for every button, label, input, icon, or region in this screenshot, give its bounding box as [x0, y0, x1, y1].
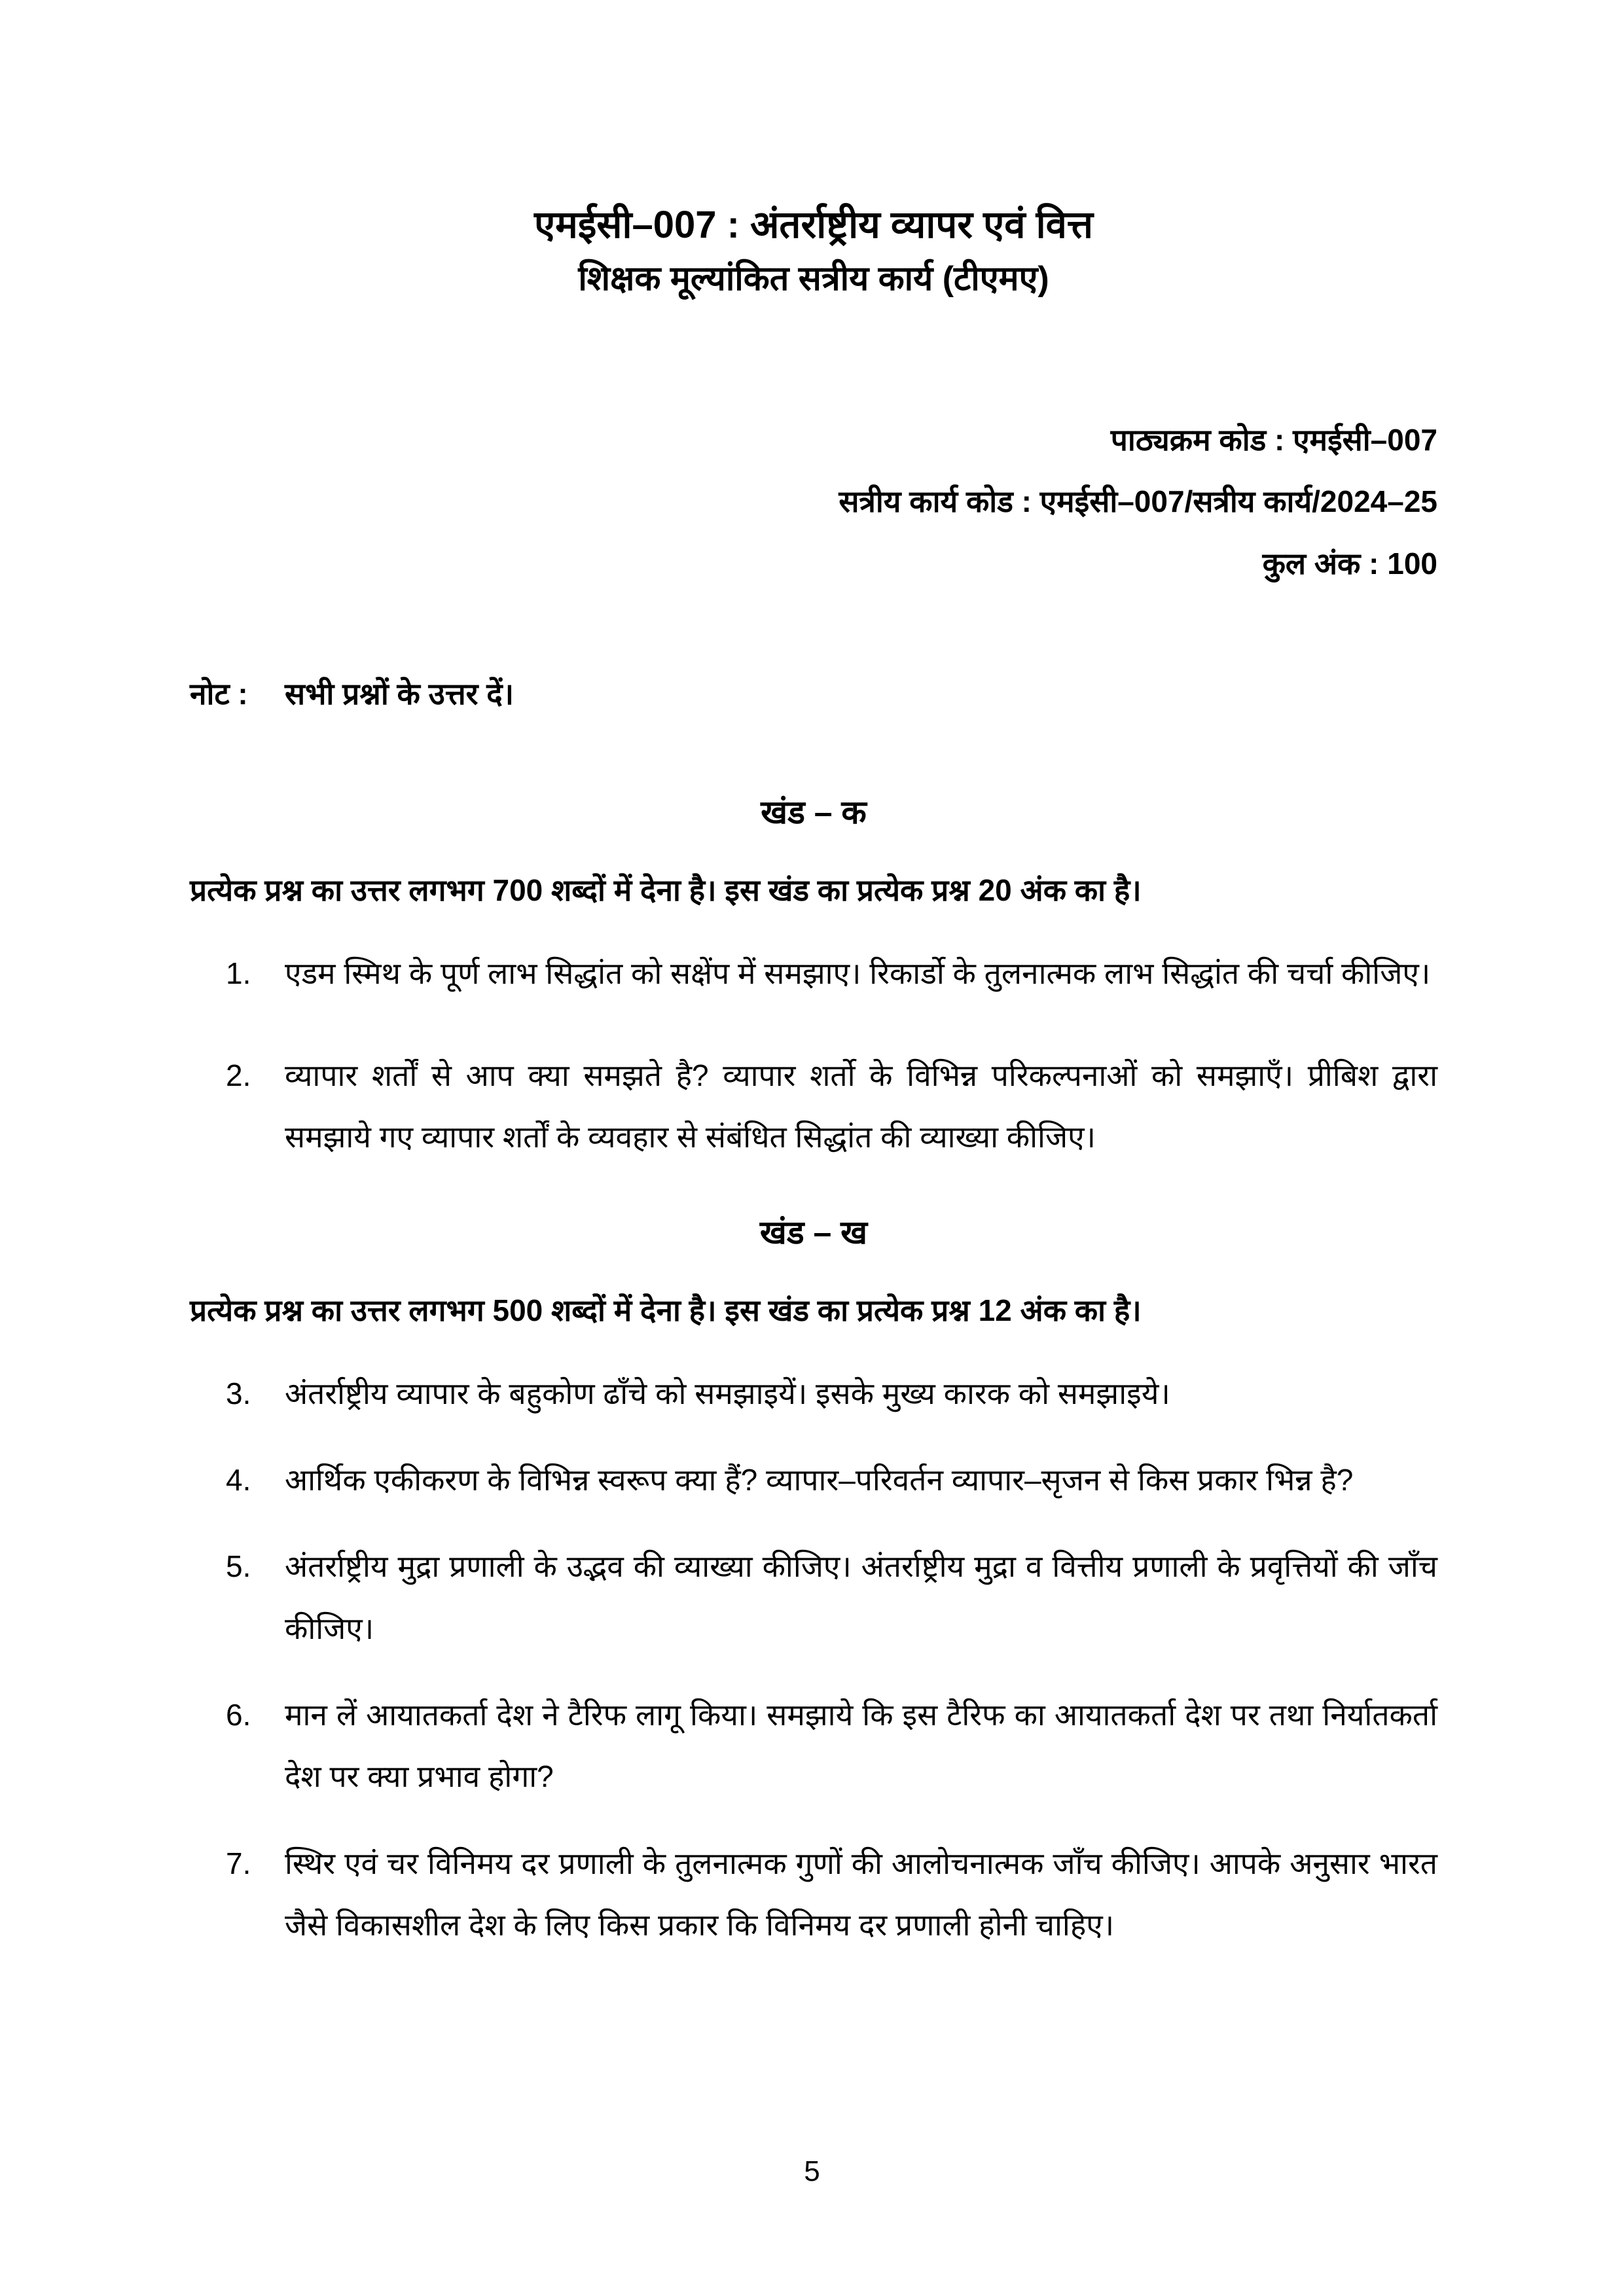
page-subtitle: शिक्षक मूल्यांकित सत्रीय कार्य (टीएमए) — [578, 260, 1049, 298]
assignment-meta — [190, 409, 1437, 594]
question-text: मान लें आयातकर्ता देश ने टैरिफ लागू किया। समझाये कि इस टैरिफ का आयातकर्ता देश पर तथा निर्यातकर्ता देश पर क्या प्रभाव होगा? — [285, 1697, 1437, 1794]
question-number: 1. — [226, 956, 251, 990]
question-number: 6. — [226, 1697, 251, 1732]
question-number: 4. — [226, 1463, 251, 1498]
question-number: 3. — [226, 1376, 251, 1410]
section-a-instruction: प्रत्येक प्रश्न का उत्तर लगभग 700 शब्दों में देना है। इस खंड का प्रत्येक प्रश्न 20 अंक का है। — [190, 872, 1142, 907]
question-text: स्थिर एवं चर विनिमय दर प्रणाली के तुलनात्मक गुणों की आलोचनात्मक जाँच कीजिए। आपके अनुसार भारत जैसे विकासशील देश के लिए किस प्रकार कि विनिमय दर प्रणाली होनी चाहिए। — [285, 1846, 1437, 1942]
question-item — [190, 1363, 1437, 1424]
section-b-questions — [190, 1363, 1437, 1956]
question-item — [190, 1045, 1437, 1168]
question-number: 2. — [226, 1058, 251, 1093]
question-text: एडम स्मिथ के पूर्ण लाभ सिद्धांत को सक्षेंप में समझाए। रिकार्डो के तुलनात्मक लाभ सिद्धांत की चर्चा कीजिए। — [285, 956, 1431, 990]
question-item — [190, 942, 1437, 1004]
page-title: एमईसी–007 : अंतर्राष्ट्रीय व्यापर एवं वित्त — [534, 204, 1093, 246]
note-line — [190, 673, 1437, 713]
page-number: 5 — [804, 2155, 820, 2187]
question-item — [190, 1684, 1437, 1808]
question-item — [190, 1833, 1437, 1956]
question-item — [190, 1449, 1437, 1511]
question-text: अंतर्राष्ट्रीय व्यापार के बहुकोण ढाँचे को समझाइयें। इसके मुख्य कारक को समझाइये। — [285, 1376, 1170, 1410]
section-a-heading: खंड – क — [761, 793, 867, 831]
note-text: सभी प्रश्नों के उत्तर दें। — [285, 676, 514, 711]
total-marks: कुल अंक : 100 — [1262, 546, 1437, 581]
section-a-questions — [190, 942, 1437, 1168]
question-text: व्यापार शर्तों से आप क्या समझते है? व्यापार शर्तो के विभिन्न परिकल्पनाओं को समझाएँ। प्रीबिश द्वारा समझाये गए व्यापार शर्तों के व्यवहार से संबंधित सिद्धांत की व्याख्या कीजिए। — [285, 1058, 1437, 1155]
assignment-code: सत्रीय कार्य कोड : एमईसी–007/सत्रीय कार्य/2024–25 — [839, 484, 1437, 519]
document-header — [190, 196, 1437, 304]
question-text: आर्थिक एकीकरण के विभिन्न स्वरूप क्या हैं? व्यापार–परिवर्तन व्यापार–सृजन से किस प्रकार भिन्न है? — [285, 1463, 1354, 1498]
question-text: अंतर्राष्ट्रीय मुद्रा प्रणाली के उद्भव की व्याख्या कीजिए। अंतर्राष्ट्रीय मुद्रा व वित्तीय प्रणाली के प्रवृत्तियों की जाँच कीजिए। — [285, 1549, 1437, 1645]
course-code: पाठ्यक्रम कोड : एमईसी–007 — [1110, 423, 1437, 457]
question-number: 7. — [226, 1846, 251, 1880]
section-b — [190, 1209, 1437, 1956]
note-label: नोट : — [190, 676, 248, 711]
question-item — [190, 1535, 1437, 1659]
section-b-instruction: प्रत्येक प्रश्न का उत्तर लगभग 500 शब्दों में देना है। इस खंड का प्रत्येक प्रश्न 12 अंक का है। — [190, 1293, 1142, 1327]
section-a — [190, 789, 1437, 1168]
section-b-heading: खंड – ख — [759, 1213, 868, 1251]
question-number: 5. — [226, 1549, 251, 1584]
